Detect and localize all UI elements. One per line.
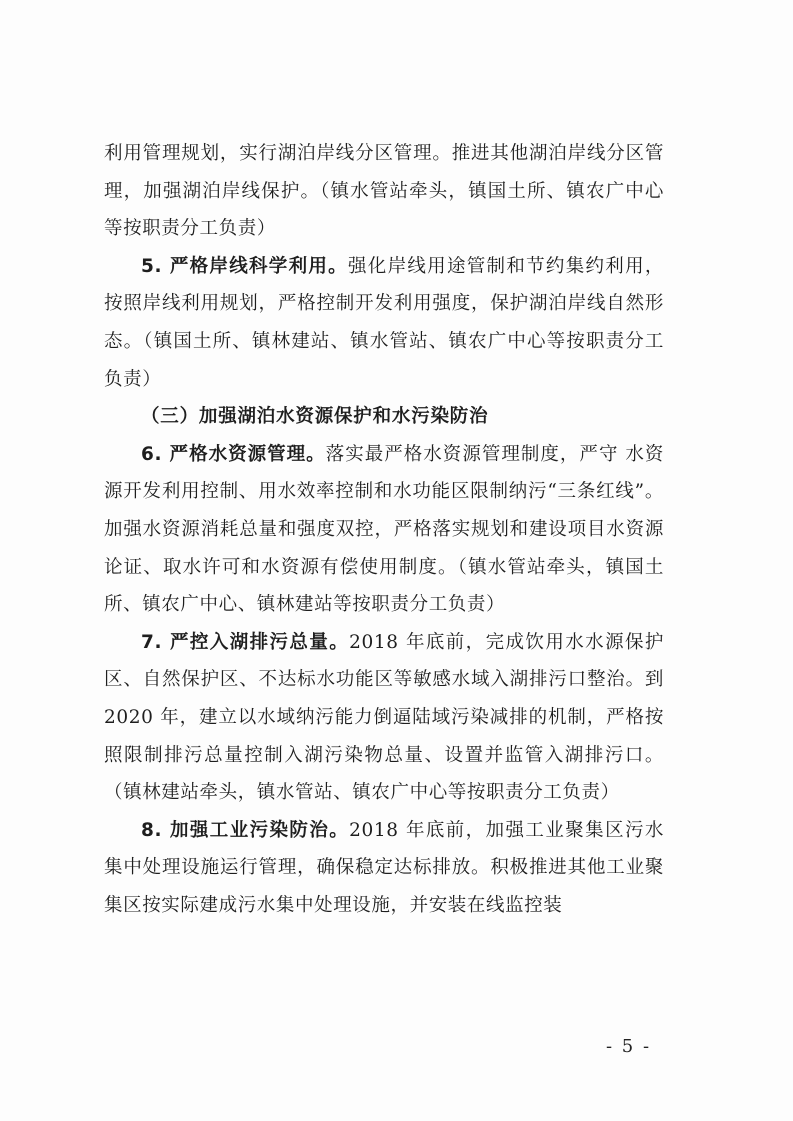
- item-6-body: 落实最严格水资源管理制度，严守 水资源开发利用控制、用水效率控制和水功能区限制纳污“三条红线”。加强水资源消耗总量和强度双控，严格落实规划和建设项目水资源论证、取水许可和水资源有偿使用制度。（镇水管站牵头，镇国土所、镇农广中心、镇林建站等按职责分工负责）: [104, 443, 664, 616]
- page-number: - 5 -: [606, 1036, 652, 1057]
- item-6-paragraph: [104, 436, 664, 624]
- item-8-lead: 8. 加强工业污染防治。: [141, 819, 350, 841]
- item-5-body: 强化岸线用途管制和节约集约利用，按照岸线利用规划，严格控制开发利用强度，保护湖泊岸线自然形态。（镇国土所、镇林建站、镇水管站、镇农广中心等按职责分工负责）: [104, 255, 664, 390]
- item-5-lead: 5. 严格岸线科学利用。: [141, 255, 348, 277]
- continuation-paragraph: 利用管理规划，实行湖泊岸线分区管理。推进其他湖泊岸线分区管理，加强湖泊岸线保护。（镇水管站牵头，镇国土所、镇农广中心等按职责分工负责）: [104, 143, 664, 240]
- item-7-body: 2018 年底前，完成饮用水水源保护区、自然保护区、不达标水功能区等敏感水域入湖排污口整治。到 2020 年，建立以水域纳污能力倒逼陆域污染减排的机制，严格按照限制排污总量控制入湖污染物总量、设置并监管入湖排污口。（镇林建站牵头，镇水管站、镇农广中心等按职责分工负责）: [104, 631, 664, 804]
- item-7-paragraph: [104, 624, 664, 812]
- item-7-lead: 7. 严控入湖排污总量。: [141, 631, 350, 653]
- item-8-body: 2018 年底前，加强工业聚集区污水集中处理设施运行管理，确保稳定达标排放。积极推进其他工业聚集区按实际建成污水集中处理设施，并安装在线监控装: [104, 819, 664, 916]
- item-6-lead: 6. 严格水资源管理。: [141, 443, 326, 465]
- document-body: [104, 135, 664, 924]
- item-5-paragraph: [104, 248, 664, 398]
- item-8-paragraph: [104, 812, 664, 925]
- section-3-heading: （三）加强湖泊水资源保护和水污染防治: [141, 406, 489, 428]
